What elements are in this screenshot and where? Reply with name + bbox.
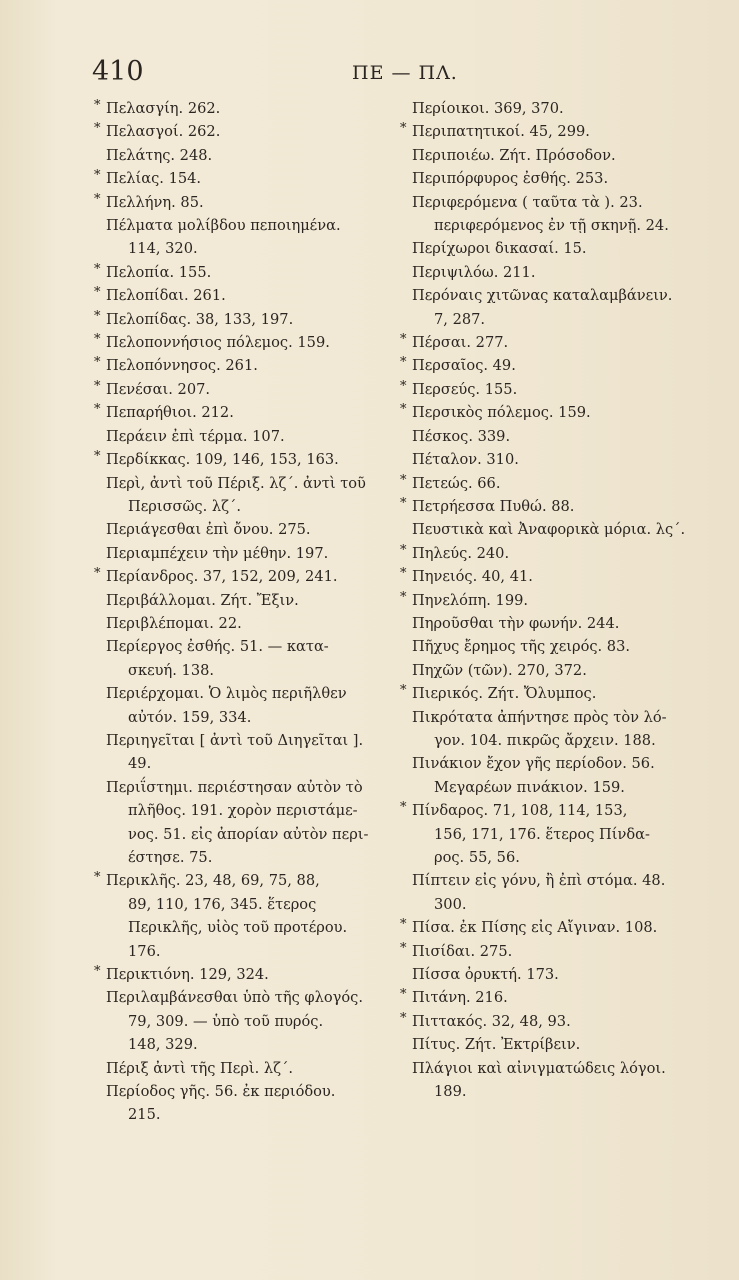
- index-entry-text: Πελοπίδαι. 261.: [106, 287, 226, 305]
- index-entry-text: Πελασγοί. 262.: [106, 123, 221, 141]
- index-entry: [94, 729, 394, 776]
- index-entry-continuation: Μεγαρέων πινάκιον. 159.: [434, 778, 625, 796]
- asterisk-mark: *: [94, 355, 101, 371]
- index-entry-text: Πηνειός. 40, 41.: [412, 568, 533, 586]
- index-entry-text: Πικρότατα ἀπήντησε πρὸς τὸν λό-: [412, 708, 667, 726]
- asterisk-mark: *: [400, 121, 407, 137]
- index-entry: [400, 659, 700, 682]
- index-entry: [400, 565, 700, 588]
- index-entry: [94, 120, 394, 143]
- index-entry-continuation: αὐτόν. 159, 334.: [128, 708, 252, 726]
- index-entry-text: Περάειν ἐπὶ τέρμα. 107.: [106, 427, 285, 445]
- asterisk-mark: *: [94, 870, 101, 886]
- index-entry-continuation: πλῆθος. 191. χορὸν περιστάμε-: [128, 802, 358, 820]
- index-entry-text: Πηλεύς. 240.: [412, 544, 510, 562]
- index-entry-text: Περιαμπέχειν τὴν μέθην. 197.: [106, 544, 329, 562]
- asterisk-mark: *: [94, 449, 101, 465]
- index-entry-text: Περικτιόνη. 129, 324.: [106, 966, 269, 984]
- index-entry-text: Περσαῖος. 49.: [412, 357, 516, 375]
- page-header: [0, 56, 739, 92]
- index-entry-text: Πελοπία. 155.: [106, 263, 212, 281]
- asterisk-mark: *: [400, 542, 407, 558]
- index-entry: [94, 682, 394, 729]
- index-entry-text: Πινάκιον ἔχον γῆς περίοδον. 56.: [412, 755, 655, 773]
- index-entry: [400, 612, 700, 635]
- index-entry-text: Πίτυς. Ζήτ. Ἐκτρίβειν.: [412, 1036, 581, 1054]
- index-entry: [400, 635, 700, 658]
- index-entry: [94, 331, 394, 354]
- index-entry-text: Περιβλέπομαι. 22.: [106, 614, 242, 632]
- index-entry: [400, 237, 700, 260]
- index-entry-text: Περιέρχομαι. Ὁ λιμὸς περιῆλθεν: [106, 685, 347, 703]
- index-entry-continuation: ρος. 55, 56.: [434, 849, 520, 866]
- index-entry-text: Περιψιλόω. 211.: [412, 263, 536, 281]
- index-entry-continuation: 176.: [128, 942, 161, 960]
- index-entry: [94, 448, 394, 471]
- index-entry-text: Πέσκος. 339.: [412, 427, 511, 445]
- index-entry-text: Πέταλον. 310.: [412, 451, 519, 469]
- asterisk-mark: *: [400, 566, 407, 582]
- index-entry-text: Πέλματα μολίβδου πεποιημένα.: [106, 217, 341, 235]
- index-entry-text: Περιΐστημι. περιέστησαν αὐτὸν τὸ: [106, 778, 363, 796]
- index-entry-text: Περιφερόμενα ( ταῦτα τὰ ). 23.: [412, 193, 643, 211]
- index-entry-continuation: Περισσῶς. λζ΄.: [128, 497, 241, 515]
- index-entry: [400, 495, 700, 518]
- index-entry-continuation: 7, 287.: [434, 310, 486, 328]
- index-entry: [400, 354, 700, 377]
- index-entry-continuation: 89, 110, 176, 345. ἕτερος: [128, 895, 317, 913]
- index-entry: [94, 308, 394, 331]
- index-entry: [94, 963, 394, 986]
- index-entry-text: Περιπόρφυρος ἐσθής. 253.: [412, 170, 609, 188]
- index-entry-continuation: 148, 329.: [128, 1036, 198, 1054]
- index-entry-text: Περιλαμβάνεσθαι ὑπὸ τῆς φλογός.: [106, 989, 363, 1007]
- index-entry-text: Περίοικοι. 369, 370.: [412, 100, 564, 117]
- asterisk-mark: *: [94, 168, 101, 184]
- index-entry: [400, 120, 700, 143]
- index-entry-text: Πελασγίη. 262.: [106, 100, 221, 117]
- index-column-right: [400, 97, 700, 1103]
- index-entry: [94, 97, 394, 120]
- index-entry-text: Πελοποννήσιος πόλεμος. 159.: [106, 334, 330, 352]
- index-entry-text: Περιηγεῖται [ ἀντὶ τοῦ Διηγεῖται ].: [106, 731, 364, 749]
- index-entry-text: Πενέσαι. 207.: [106, 380, 211, 398]
- index-entry-text: Περίοδος γῆς. 56. ἐκ περιόδου.: [106, 1083, 336, 1101]
- index-entry: [400, 1057, 700, 1104]
- index-entry-continuation: 215.: [128, 1106, 161, 1124]
- index-entry: [400, 752, 700, 799]
- index-entry-continuation: 189.: [434, 1083, 467, 1101]
- index-entry: [94, 612, 394, 635]
- index-entry: [400, 448, 700, 471]
- asterisk-mark: *: [94, 964, 101, 980]
- page-number: 410: [92, 56, 144, 87]
- index-entry: [400, 1010, 700, 1033]
- index-entry: [400, 284, 700, 331]
- index-entry: [94, 284, 394, 307]
- asterisk-mark: *: [94, 308, 101, 324]
- index-entry: [400, 401, 700, 424]
- index-entry-text: Πῆχυς ἔρημος τῆς χειρός. 83.: [412, 638, 631, 656]
- index-entry: [400, 869, 700, 916]
- index-entry: [94, 518, 394, 541]
- index-entry: [94, 472, 394, 519]
- index-entry-text: Πίπτειν εἰς γόνυ, ἢ ἐπὶ στόμα. 48.: [412, 872, 666, 890]
- index-entry-text: Περιάγεσθαι ἐπὶ ὄνου. 275.: [106, 521, 311, 539]
- asterisk-mark: *: [94, 191, 101, 207]
- index-entry-text: Περὶ, ἀντὶ τοῦ Πέριξ. λζ΄. ἀντὶ τοῦ: [106, 474, 366, 492]
- asterisk-mark: *: [400, 800, 407, 816]
- index-entry-continuation: 300.: [434, 895, 467, 913]
- index-entry-text: Περσικὸς πόλεμος. 159.: [412, 404, 591, 422]
- index-entry: [400, 425, 700, 448]
- index-entry-continuation: 156, 171, 176. ἕτερος Πίνδα-: [434, 825, 650, 843]
- asterisk-mark: *: [94, 261, 101, 277]
- index-entry-text: Πιττακός. 32, 48, 93.: [412, 1012, 571, 1030]
- index-entry-text: Περιβάλλομαι. Ζήτ. Ἔξιν.: [106, 591, 299, 609]
- index-entry: [94, 354, 394, 377]
- index-entry-text: Περσεύς. 155.: [412, 380, 518, 398]
- index-entry-text: Πίσα. ἐκ Πίσης εἰς Αἴγιναν. 108.: [412, 919, 658, 937]
- index-entry-text: Περίεργος ἐσθής. 51. — κατα-: [106, 638, 329, 656]
- index-entry: [400, 589, 700, 612]
- index-entry-text: Πελάτης. 248.: [106, 146, 213, 164]
- index-entry-continuation: νος. 51. εἰς ἀπορίαν αὐτὸν περι-: [128, 825, 369, 843]
- index-entry-text: Πιερικός. Ζήτ. Ὄλυμπος.: [412, 685, 597, 703]
- index-entry: [400, 706, 700, 753]
- index-entry: [400, 191, 700, 238]
- index-entry: [94, 869, 394, 963]
- index-entry-text: Περδίκκας. 109, 146, 153, 163.: [106, 451, 339, 469]
- index-entry-continuation: Περικλῆς, υἱὸς τοῦ προτέρου.: [128, 919, 348, 937]
- asterisk-mark: *: [94, 98, 101, 113]
- index-entry-text: Πέριξ ἀντὶ τῆς Περὶ. λζ΄.: [106, 1059, 294, 1077]
- index-entry: [400, 472, 700, 495]
- index-entry: [400, 331, 700, 354]
- index-entry: [400, 542, 700, 565]
- asterisk-mark: *: [400, 355, 407, 371]
- index-entry: [94, 776, 394, 870]
- index-entry-text: Πελλήνη. 85.: [106, 193, 204, 211]
- index-entry: [94, 425, 394, 448]
- index-entry-text: Πελίας. 154.: [106, 170, 202, 188]
- index-entry-text: Πηροῦσθαι τὴν φωνήν. 244.: [412, 614, 620, 632]
- asterisk-mark: *: [400, 1010, 407, 1026]
- index-entry-text: Πευστικὰ καὶ Ἀναφορικὰ μόρια. λς΄.: [412, 521, 686, 539]
- index-entry-continuation: 114, 320.: [128, 240, 198, 258]
- index-entry-text: Περιποιέω. Ζήτ. Πρόσοδον.: [412, 146, 616, 164]
- index-entry: [400, 144, 700, 167]
- asterisk-mark: *: [400, 332, 407, 348]
- index-entry-text: Πισίδαι. 275.: [412, 942, 513, 960]
- asterisk-mark: *: [400, 402, 407, 418]
- asterisk-mark: *: [400, 683, 407, 699]
- index-entry: [94, 378, 394, 401]
- asterisk-mark: *: [400, 589, 407, 605]
- asterisk-mark: *: [94, 566, 101, 582]
- asterisk-mark: *: [94, 378, 101, 394]
- asterisk-mark: *: [400, 987, 407, 1003]
- index-entry-text: Πετρήεσσα Πυθώ. 88.: [412, 497, 575, 515]
- index-entry: [94, 167, 394, 190]
- index-entry: [94, 214, 394, 261]
- running-head: ΠΕ — ΠΛ.: [352, 62, 458, 84]
- index-entry: [94, 144, 394, 167]
- asterisk-mark: *: [400, 472, 407, 488]
- index-entry-text: Πελοπόννησος. 261.: [106, 357, 258, 375]
- index-entry: [400, 518, 700, 541]
- index-entry: [400, 378, 700, 401]
- index-entry: [94, 1057, 394, 1080]
- index-entry-text: Πίσσα ὀρυκτή. 173.: [412, 966, 559, 984]
- index-entry: [94, 589, 394, 612]
- index-entry-text: Πλάγιοι καὶ αἰνιγματώδεις λόγοι.: [412, 1059, 666, 1077]
- index-entry: [94, 261, 394, 284]
- index-entry-text: Πηχῶν (τῶν). 270, 372.: [412, 661, 587, 679]
- index-entry-text: Περιπατητικοί. 45, 299.: [412, 123, 590, 141]
- index-entry: [94, 565, 394, 588]
- index-entry-continuation: περιφερόμενος ἐν τῇ σκηνῇ. 24.: [434, 217, 669, 235]
- asterisk-mark: *: [94, 121, 101, 137]
- index-entry: [94, 542, 394, 565]
- index-entry: [400, 261, 700, 284]
- index-entry-text: Πηνελόπη. 199.: [412, 591, 529, 609]
- index-entry: [94, 986, 394, 1056]
- index-entry-text: Περίχωροι δικασαί. 15.: [412, 240, 587, 258]
- asterisk-mark: *: [400, 378, 407, 394]
- asterisk-mark: *: [94, 332, 101, 348]
- index-entry: [400, 963, 700, 986]
- index-entry: [400, 986, 700, 1009]
- index-entry-text: Πιτάνη. 216.: [412, 989, 508, 1007]
- asterisk-mark: *: [400, 940, 407, 956]
- index-entry-text: Πελοπίδας. 38, 133, 197.: [106, 310, 294, 328]
- index-entry: [94, 1080, 394, 1127]
- index-entry: [400, 682, 700, 705]
- index-entry: [400, 940, 700, 963]
- index-entry-text: Πεπαρήθιοι. 212.: [106, 404, 234, 422]
- index-entry-continuation: γον. 104. πικρῶς ἄρχειν. 188.: [434, 731, 656, 749]
- asterisk-mark: *: [94, 402, 101, 418]
- index-entry: [94, 191, 394, 214]
- index-entry-text: Περόναις χιτῶνας καταλαμβάνειν.: [412, 287, 673, 305]
- index-entry-text: Περικλῆς. 23, 48, 69, 75, 88,: [106, 872, 320, 890]
- index-entry-text: Περίανδρος. 37, 152, 209, 241.: [106, 568, 338, 586]
- index-entry-text: Πέρσαι. 277.: [412, 334, 509, 352]
- index-entry-continuation: 79, 309. — ὑπὸ τοῦ πυρός.: [128, 1012, 324, 1030]
- index-entry-continuation: 49.: [128, 755, 152, 773]
- index-column-left: [94, 97, 394, 1127]
- index-entry-text: Πετεώς. 66.: [412, 474, 501, 492]
- index-entry: [94, 635, 394, 682]
- index-entry-continuation: έστησε. 75.: [128, 849, 213, 866]
- asterisk-mark: *: [400, 917, 407, 933]
- index-entry: [400, 799, 700, 869]
- asterisk-mark: *: [94, 285, 101, 301]
- index-entry: [400, 1033, 700, 1056]
- index-entry-continuation: σκευή. 138.: [128, 661, 215, 679]
- index-entry: [400, 167, 700, 190]
- index-entry-text: Πίνδαρος. 71, 108, 114, 153,: [412, 802, 628, 820]
- index-entry: [94, 401, 394, 424]
- index-entry: [400, 916, 700, 939]
- index-entry: [400, 97, 700, 120]
- asterisk-mark: *: [400, 495, 407, 511]
